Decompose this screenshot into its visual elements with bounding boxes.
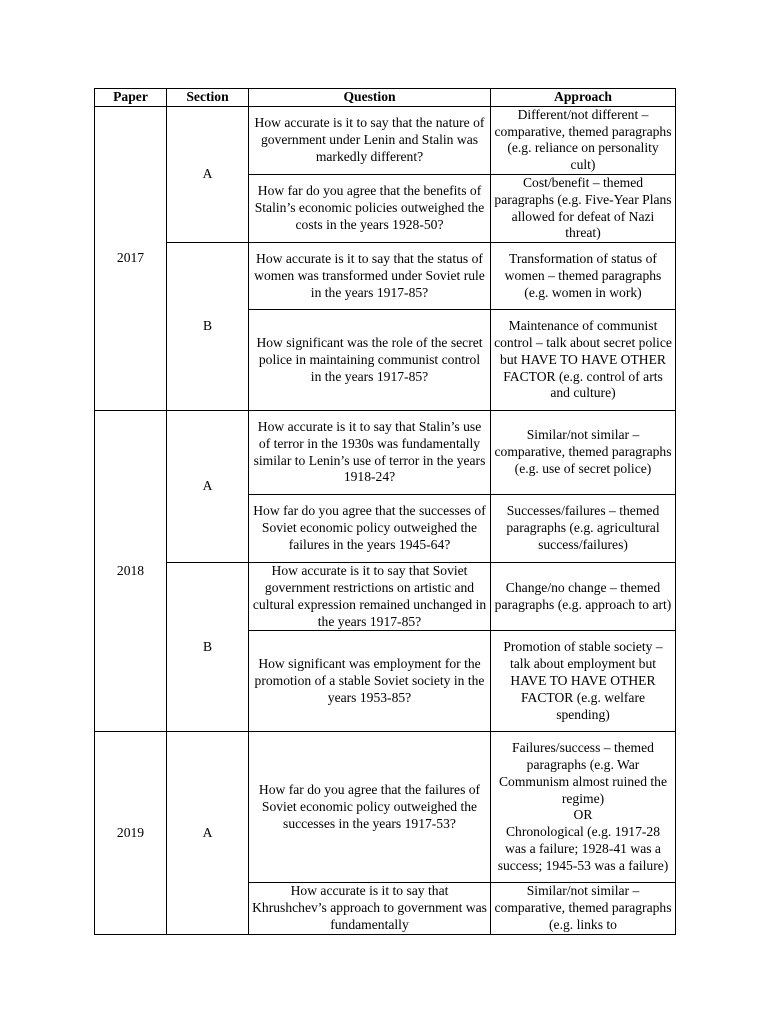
section-cell: A (167, 106, 249, 242)
approach-cell: Similar/not similar – comparative, themed paragraphs (e.g. use of secret police) (491, 411, 676, 495)
section-cell: B (167, 243, 249, 411)
table-row (95, 732, 676, 883)
paper-year-cell: 2019 (95, 732, 167, 934)
table-row (95, 563, 676, 631)
approach-cell: Failures/success – themed paragraphs (e.g. War Communism almost ruined the regime) OR Chronological (e.g. 1917-28 was a failure; 1928-41 was a success; 1945-53 was a failure) (491, 732, 676, 883)
question-cell: How accurate is it to say that Stalin’s use of terror in the 1930s was fundamentally similar to Lenin’s use of terror in the years 1918-24? (249, 411, 491, 495)
approach-cell: Cost/benefit – themed paragraphs (e.g. Five-Year Plans allowed for defeat of Nazi threat) (491, 174, 676, 242)
question-cell: How far do you agree that the failures of Soviet economic policy outweighed the successes in the years 1917-53? (249, 732, 491, 883)
approach-cell: Maintenance of communist control – talk about secret police but HAVE TO HAVE OTHER FACTOR (e.g. control of arts and culture) (491, 310, 676, 411)
question-cell: How accurate is it to say that the status of women was transformed under Soviet rule in the years 1917-85? (249, 243, 491, 310)
question-cell: How accurate is it to say that Khrushchev’s approach to government was fundamentally (249, 883, 491, 934)
section-cell: A (167, 732, 249, 934)
approach-cell: Successes/failures – themed paragraphs (e.g. agricultural success/failures) (491, 495, 676, 563)
approach-cell: Transformation of status of women – themed paragraphs (e.g. women in work) (491, 243, 676, 310)
header-question: Question (249, 89, 491, 107)
table-row (95, 411, 676, 495)
question-cell: How accurate is it to say that Soviet government restrictions on artistic and cultural expression remained unchanged in the years 1917-85? (249, 563, 491, 631)
header-paper: Paper (95, 89, 167, 107)
question-cell: How far do you agree that the benefits of Stalin’s economic policies outweighed the costs in the years 1928-50? (249, 174, 491, 242)
exam-questions-table (94, 88, 676, 935)
section-cell: A (167, 411, 249, 563)
section-cell: B (167, 563, 249, 732)
approach-cell: Promotion of stable society – talk about employment but HAVE TO HAVE OTHER FACTOR (e.g. welfare spending) (491, 631, 676, 732)
table-row (95, 106, 676, 174)
approach-cell: Similar/not similar – comparative, themed paragraphs (e.g. links to (491, 883, 676, 934)
paper-year-cell: 2017 (95, 106, 167, 410)
header-approach: Approach (491, 89, 676, 107)
question-cell: How far do you agree that the successes of Soviet economic policy outweighed the failures in the years 1945-64? (249, 495, 491, 563)
question-cell: How significant was the role of the secret police in maintaining communist control in the years 1917-85? (249, 310, 491, 411)
paper-year-cell: 2018 (95, 411, 167, 732)
approach-cell: Change/no change – themed paragraphs (e.g. approach to art) (491, 563, 676, 631)
question-cell: How significant was employment for the promotion of a stable Soviet society in the years 1953-85? (249, 631, 491, 732)
approach-cell: Different/not different – comparative, themed paragraphs (e.g. reliance on personality cult) (491, 106, 676, 174)
table-header-row (95, 89, 676, 107)
question-cell: How accurate is it to say that the nature of government under Lenin and Stalin was markedly different? (249, 106, 491, 174)
header-section: Section (167, 89, 249, 107)
table-row (95, 243, 676, 310)
